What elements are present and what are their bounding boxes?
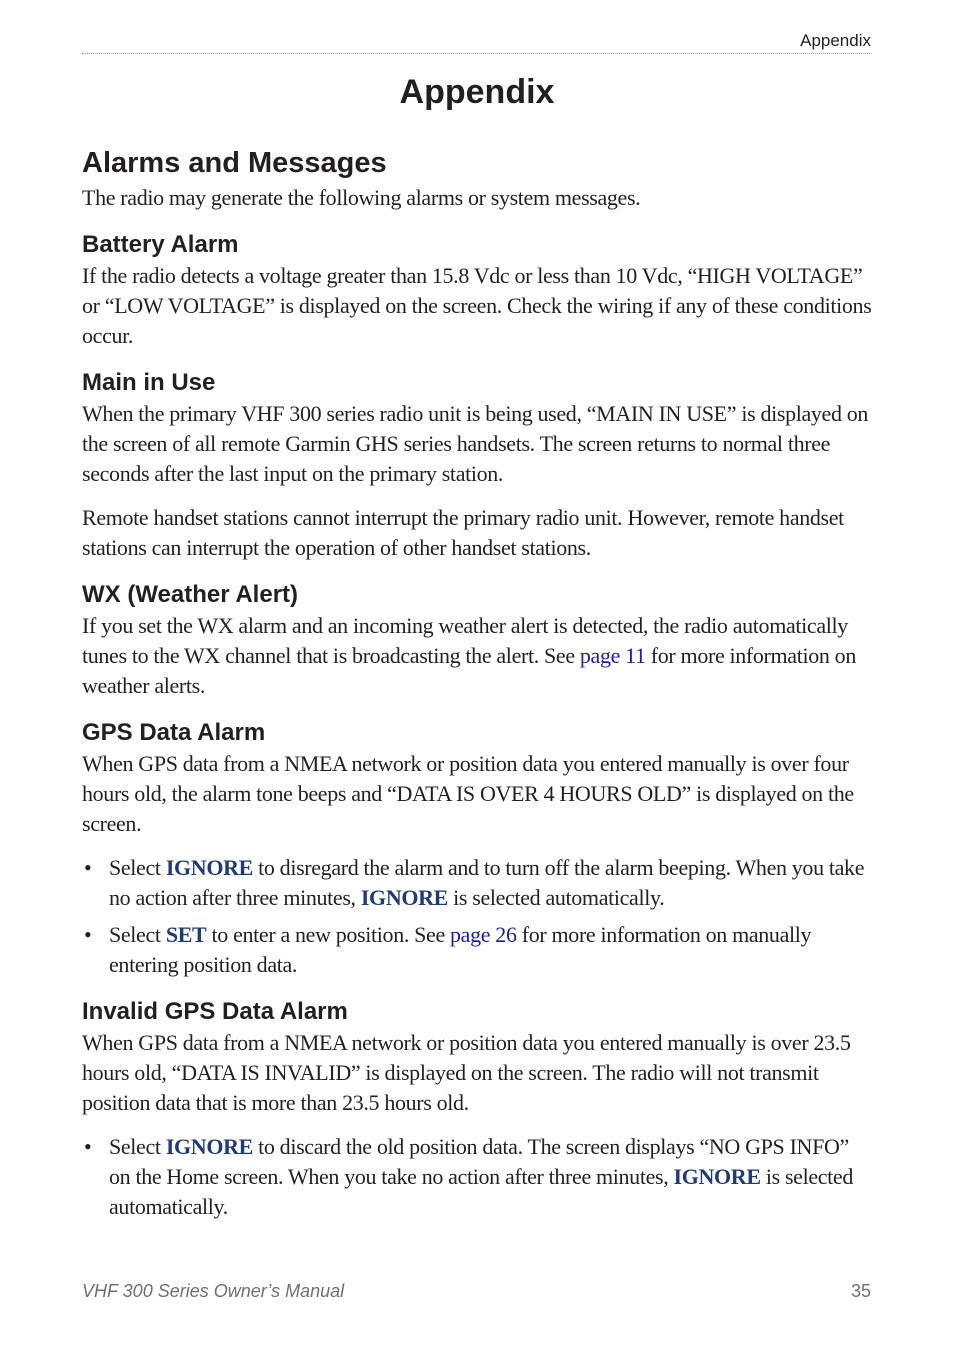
main-in-use-text-1: When the primary VHF 300 series radio unit is being used, “MAIN IN USE” is displayed on the screen of all remote Garmin GHS series handsets. The screen returns to normal three seconds after the last input on the primary station. [82,401,869,486]
ignore-keyword: IGNORE [673,1164,761,1189]
weather-alert-text [82,611,874,701]
list-item-text: to discard the old position data. The screen displays “NO GPS INFO” on the Home screen. When you take no action after three minutes, [109,1134,849,1189]
ignore-keyword: IGNORE [165,1134,253,1159]
ignore-keyword: IGNORE [165,855,253,880]
footer-page-number: 35 [850,1281,871,1301]
list-item-text: to disregard the alarm and to turn off the alarm beeping. When you take no action after three minutes, [109,855,865,910]
bullet: • [84,855,92,880]
page-26-link[interactable]: page 26 [450,922,517,947]
list-item-text: to enter a new position. See [206,922,451,947]
weather-alert-text-start: If you set the WX alarm and an incoming weather alert is detected, the radio automatically tunes to the WX channel that is broadcasting the alert. See [82,613,848,668]
main-in-use-text-2: Remote handset stations cannot interrupt the primary radio unit. However, remote handset stations can interrupt the operation of other handset stations. [82,505,844,560]
gps-data-alarm-list [82,853,874,980]
ignore-keyword: IGNORE [360,885,448,910]
list-item-text: Select [109,922,166,947]
weather-alert-text-end: for more information on weather alerts. [82,643,856,698]
invalid-gps-data-alarm-heading: Invalid GPS Data Alarm [82,998,348,1025]
section-heading: Alarms and Messages [82,147,387,179]
set-keyword: SET [165,922,207,947]
list-item [82,853,874,913]
battery-alarm-text: If the radio detects a voltage greater than 15.8 Vdc or less than 10 Vdc, “HIGH VOLTAGE” or “LOW VOLTAGE” is displayed on the screen. Check the wiring if any of these conditions occur. [82,263,872,348]
page-11-link[interactable]: page 11 [579,643,646,668]
bullet: • [84,1134,92,1159]
section-intro: The radio may generate the following alarms or system messages. [82,185,641,210]
battery-alarm-heading: Battery Alarm [82,231,239,258]
main-in-use-heading: Main in Use [82,369,216,396]
list-item-text: Select [109,1134,166,1159]
header-divider [82,53,872,54]
header-section-label: Appendix [800,31,871,50]
invalid-gps-data-alarm-list [82,1132,874,1222]
list-item-text: is selected automatically. [447,885,665,910]
gps-data-alarm-heading: GPS Data Alarm [82,719,266,746]
weather-alert-heading: WX (Weather Alert) [82,581,299,608]
invalid-gps-data-alarm-text: When GPS data from a NMEA network or position data you entered manually is over 23.5 hours old, “DATA IS INVALID” is displayed on the screen. The radio will not transmit position data that is more than 23.5 hours old. [82,1030,851,1115]
list-item-text: Select [109,855,166,880]
gps-data-alarm-text: When GPS data from a NMEA network or position data you entered manually is over four hours old, the alarm tone beeps and “DATA IS OVER 4 HOURS OLD” is displayed on the screen. [82,751,854,836]
page-title: Appendix [399,73,555,111]
list-item-text: is selected automatically. [109,1164,853,1219]
list-item [82,1132,874,1222]
footer-manual-title: VHF 300 Series Owner’s Manual [82,1281,345,1301]
page-content [82,143,874,1222]
list-item-text: for more information on manually entering position data. [109,922,812,977]
bullet: • [84,922,92,947]
list-item [82,920,874,980]
